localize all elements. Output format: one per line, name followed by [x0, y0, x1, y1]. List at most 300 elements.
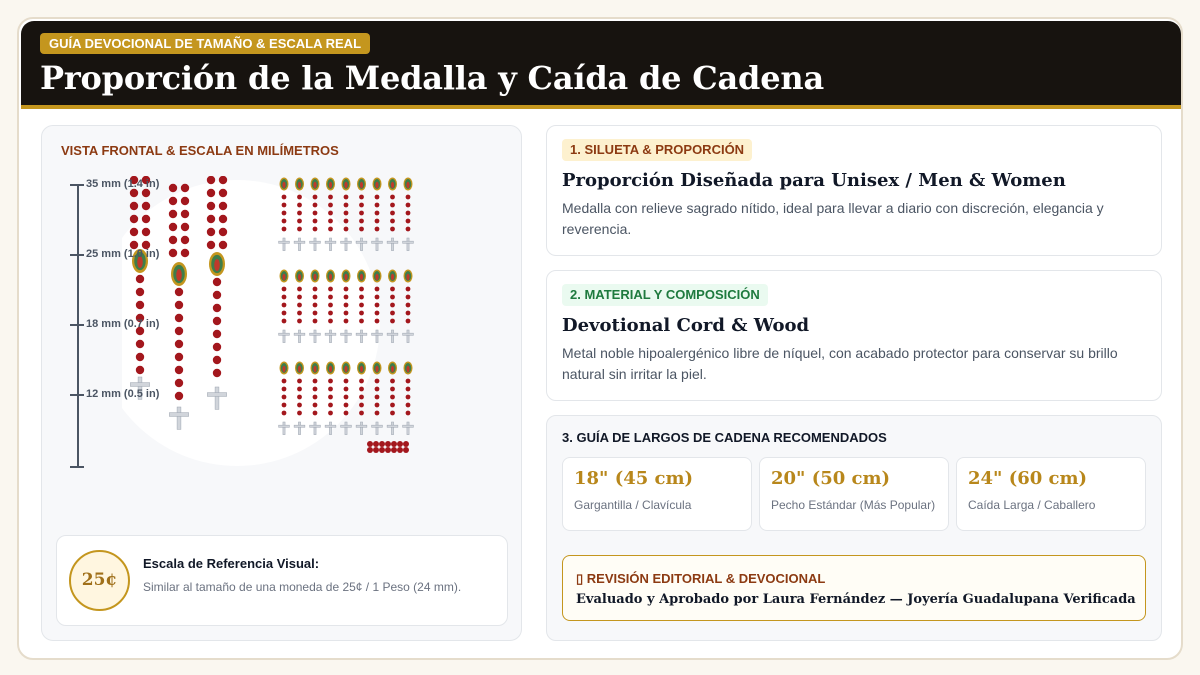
- mini-bead: [344, 219, 349, 224]
- bead-pile: [385, 447, 391, 453]
- mini-crucifix-vertical: [283, 422, 285, 435]
- scale-tick-35: [70, 184, 84, 186]
- length-option-18[interactable]: [562, 457, 752, 531]
- rosary-bead: [213, 356, 221, 364]
- mini-bead: [313, 387, 318, 392]
- mini-crucifix-vertical: [360, 238, 362, 251]
- mini-crucifix-horizontal: [310, 333, 321, 335]
- mini-bead: [375, 227, 380, 232]
- mini-bead: [375, 295, 380, 300]
- rosary-bead: [219, 189, 227, 197]
- scale-label-18: 18 mm (0.7 in): [86, 318, 160, 330]
- rosary-bead: [136, 301, 144, 309]
- reference-text: Similar al tamaño de una moneda de 25¢ / 1 Peso (24 mm).: [143, 580, 462, 594]
- length-desc: Pecho Estándar (Más Popular): [771, 498, 936, 512]
- mini-bead: [328, 219, 333, 224]
- rosary-bead: [142, 202, 150, 210]
- scale-label-12: 12 mm (0.5 in): [86, 388, 160, 400]
- mini-medal-figure: [313, 182, 316, 189]
- mini-crucifix-horizontal: [341, 333, 352, 335]
- bead-pile: [385, 441, 391, 447]
- rosary-bead: [130, 189, 138, 197]
- mini-bead: [282, 219, 287, 224]
- rosary-bead: [213, 330, 221, 338]
- mini-bead: [344, 295, 349, 300]
- mini-medal-figure: [406, 182, 409, 189]
- mini-crucifix-horizontal: [372, 241, 383, 243]
- mini-bead: [344, 403, 349, 408]
- mini-crucifix-horizontal: [403, 333, 414, 335]
- mini-medal-figure: [375, 274, 378, 281]
- mini-bead: [359, 203, 364, 208]
- rosary-bead: [175, 314, 183, 322]
- mini-medal-figure: [344, 274, 347, 281]
- mini-bead: [406, 387, 411, 392]
- mini-bead: [282, 287, 287, 292]
- mini-crucifix-vertical: [298, 330, 300, 343]
- mini-bead: [328, 395, 333, 400]
- mini-medal-figure: [298, 182, 301, 189]
- mini-crucifix-vertical: [407, 238, 409, 251]
- guide-tag: GUÍA DEVOCIONAL DE TAMAÑO & ESCALA REAL: [40, 33, 370, 54]
- mini-crucifix-horizontal: [310, 425, 321, 427]
- mini-bead: [328, 311, 333, 316]
- mini-bead: [344, 303, 349, 308]
- mini-bead: [406, 211, 411, 216]
- mini-bead: [344, 311, 349, 316]
- mini-bead: [297, 379, 302, 384]
- mini-bead: [282, 403, 287, 408]
- mini-bead: [390, 219, 395, 224]
- mini-crucifix-vertical: [329, 330, 331, 343]
- mini-bead: [375, 319, 380, 324]
- mini-bead: [344, 395, 349, 400]
- mini-bead: [406, 303, 411, 308]
- rosary-illustration: [122, 176, 422, 471]
- rosary-bead: [213, 291, 221, 299]
- mini-crucifix-horizontal: [403, 425, 414, 427]
- rosary-bead: [169, 197, 177, 205]
- mini-bead: [359, 211, 364, 216]
- mini-bead: [359, 387, 364, 392]
- proportion-text: Medalla con relieve sagrado nítido, ideal para llevar a diario con discreción, elegancia y reverencia.: [562, 200, 1104, 237]
- mini-bead: [328, 411, 333, 416]
- chain-length-title: 3. GUÍA DE LARGOS DE CADENA RECOMENDADOS: [562, 430, 887, 445]
- mini-medal-figure: [375, 182, 378, 189]
- mini-bead: [328, 403, 333, 408]
- reference-card: [56, 535, 508, 626]
- mini-crucifix-horizontal: [294, 333, 305, 335]
- bead-pile: [391, 441, 397, 447]
- mini-bead: [297, 203, 302, 208]
- mini-bead: [375, 303, 380, 308]
- rosary-bead: [207, 189, 215, 197]
- mini-bead: [282, 227, 287, 232]
- mini-crucifix-vertical: [314, 330, 316, 343]
- material-heading: Devotional Cord & Wood: [562, 315, 810, 336]
- rosary-bead: [213, 317, 221, 325]
- mini-bead: [359, 403, 364, 408]
- mini-bead: [359, 411, 364, 416]
- rosary-bead: [169, 249, 177, 257]
- mini-crucifix-vertical: [283, 238, 285, 251]
- mini-medal-figure: [282, 274, 285, 281]
- mini-bead: [328, 319, 333, 324]
- mini-bead: [344, 387, 349, 392]
- mini-bead: [406, 227, 411, 232]
- mini-bead: [406, 403, 411, 408]
- rosary-bead: [213, 369, 221, 377]
- mini-bead: [313, 411, 318, 416]
- mini-bead: [282, 387, 287, 392]
- mini-bead: [390, 395, 395, 400]
- mini-bead: [297, 211, 302, 216]
- rosary-bead: [181, 249, 189, 257]
- crucifix-horizontal: [207, 393, 226, 397]
- mini-bead: [359, 311, 364, 316]
- mini-bead: [375, 311, 380, 316]
- mini-bead: [313, 319, 318, 324]
- mini-bead: [344, 203, 349, 208]
- mini-crucifix-vertical: [376, 422, 378, 435]
- proportion-badge: 1. SILUETA & PROPORCIÓN: [562, 139, 752, 161]
- crucifix-horizontal: [169, 413, 188, 417]
- mini-bead: [328, 195, 333, 200]
- mini-medal-figure: [329, 182, 332, 189]
- mini-bead: [282, 211, 287, 216]
- mini-bead: [297, 311, 302, 316]
- scale-label-35: 35 mm (1.4 in): [86, 178, 160, 190]
- mini-crucifix-horizontal: [387, 425, 398, 427]
- mini-crucifix-vertical: [298, 238, 300, 251]
- mini-bead: [375, 211, 380, 216]
- crucifix-vertical: [177, 407, 181, 429]
- mini-bead: [375, 387, 380, 392]
- bead-pile: [403, 441, 409, 447]
- mini-crucifix-vertical: [376, 330, 378, 343]
- rosary-bead: [175, 379, 183, 387]
- mini-bead: [282, 395, 287, 400]
- rosary-bead: [219, 176, 227, 184]
- bead-pile: [403, 447, 409, 453]
- length-value: 18" (45 cm): [574, 468, 694, 489]
- mini-bead: [359, 379, 364, 384]
- mini-bead: [297, 319, 302, 324]
- mini-medal-figure: [391, 182, 394, 189]
- mini-bead: [375, 287, 380, 292]
- mini-crucifix-vertical: [391, 330, 393, 343]
- mini-bead: [359, 287, 364, 292]
- coin-icon: 25¢: [69, 550, 130, 611]
- rosary-bead: [219, 215, 227, 223]
- rosary-bead: [136, 366, 144, 374]
- material-text: Metal noble hipoalergénico libre de níquel, con acabado protector para conservar su brillo natural sin irritar la piel.: [562, 345, 1118, 382]
- mini-bead: [359, 319, 364, 324]
- bead-pile: [391, 447, 397, 453]
- mini-bead: [406, 219, 411, 224]
- mini-medal-figure: [282, 182, 285, 189]
- review-text: Evaluado y Aprobado por Laura Fernández — Joyería Guadalupana Verificada: [576, 592, 1136, 607]
- mini-bead: [313, 303, 318, 308]
- rosary-bead: [169, 223, 177, 231]
- rosary-bead: [169, 184, 177, 192]
- mini-bead: [406, 311, 411, 316]
- mini-medal-figure: [406, 366, 409, 373]
- mini-medal-figure: [344, 366, 347, 373]
- mini-bead: [328, 295, 333, 300]
- mini-bead: [359, 219, 364, 224]
- rosary-bead: [142, 228, 150, 236]
- mini-crucifix-horizontal: [387, 333, 398, 335]
- scale-panel: [41, 125, 522, 641]
- rosary-bead: [136, 340, 144, 348]
- length-option-20[interactable]: [759, 457, 949, 531]
- rosary-bead: [219, 228, 227, 236]
- rosary-bead: [130, 215, 138, 223]
- rosary-bead: [181, 210, 189, 218]
- mini-bead: [359, 395, 364, 400]
- scale-tick-18: [70, 324, 84, 326]
- mini-medal-figure: [313, 274, 316, 281]
- mini-bead: [375, 395, 380, 400]
- mini-bead: [297, 219, 302, 224]
- mini-crucifix-vertical: [314, 238, 316, 251]
- mini-medal-figure: [391, 274, 394, 281]
- bead-pile: [373, 441, 379, 447]
- mini-crucifix-horizontal: [356, 241, 367, 243]
- mini-bead: [297, 303, 302, 308]
- scale-tick-12: [70, 394, 84, 396]
- mini-bead: [406, 203, 411, 208]
- scale-tick-25: [70, 254, 84, 256]
- bead-pile: [379, 447, 385, 453]
- mini-crucifix-horizontal: [372, 333, 383, 335]
- mini-bead: [344, 379, 349, 384]
- rosary-bead: [207, 215, 215, 223]
- mini-crucifix-horizontal: [279, 333, 290, 335]
- mini-bead: [359, 227, 364, 232]
- mini-bead: [406, 295, 411, 300]
- mini-medal-figure: [329, 366, 332, 373]
- mini-crucifix-vertical: [298, 422, 300, 435]
- mini-bead: [390, 287, 395, 292]
- mini-crucifix-horizontal: [325, 425, 336, 427]
- header: [21, 21, 1181, 109]
- mini-crucifix-vertical: [376, 238, 378, 251]
- bead-pile: [379, 441, 385, 447]
- mini-bead: [297, 411, 302, 416]
- mini-bead: [282, 303, 287, 308]
- mini-crucifix-horizontal: [341, 425, 352, 427]
- mini-crucifix-vertical: [345, 238, 347, 251]
- bead-pile: [397, 447, 403, 453]
- mini-bead: [313, 227, 318, 232]
- mini-crucifix-vertical: [345, 422, 347, 435]
- length-desc: Gargantilla / Clavícula: [574, 498, 692, 512]
- mini-bead: [282, 379, 287, 384]
- mini-bead: [390, 227, 395, 232]
- bead-pile: [373, 447, 379, 453]
- rosary-bead: [213, 278, 221, 286]
- rosary-product-image: [122, 176, 422, 471]
- material-badge: 2. MATERIAL Y COMPOSICIÓN: [562, 284, 768, 306]
- rosary-bead: [136, 353, 144, 361]
- mini-bead: [390, 203, 395, 208]
- mini-bead: [313, 403, 318, 408]
- scale-tick-base: [70, 466, 84, 468]
- mini-bead: [375, 203, 380, 208]
- mini-bead: [375, 379, 380, 384]
- mini-bead: [328, 303, 333, 308]
- mini-bead: [359, 195, 364, 200]
- mini-bead: [313, 195, 318, 200]
- bead-pile: [367, 441, 373, 447]
- mini-crucifix-horizontal: [279, 425, 290, 427]
- rosary-bead: [175, 340, 183, 348]
- reference-title: Escala de Referencia Visual:: [143, 556, 320, 571]
- proportion-heading: Proporción Diseñada para Unisex / Men & Women: [562, 170, 1066, 191]
- mini-bead: [297, 403, 302, 408]
- length-desc: Caída Larga / Caballero: [968, 498, 1096, 512]
- length-option-24[interactable]: [956, 457, 1146, 531]
- mini-bead: [344, 319, 349, 324]
- mini-crucifix-horizontal: [356, 425, 367, 427]
- mini-bead: [313, 203, 318, 208]
- mini-bead: [390, 319, 395, 324]
- mini-bead: [406, 411, 411, 416]
- crucifix-horizontal: [130, 383, 149, 387]
- rosary-bead: [181, 197, 189, 205]
- mini-bead: [406, 287, 411, 292]
- mini-crucifix-horizontal: [403, 241, 414, 243]
- crucifix-vertical: [215, 387, 219, 409]
- rosary-bead: [136, 288, 144, 296]
- mini-bead: [313, 287, 318, 292]
- rosary-bead: [175, 288, 183, 296]
- rosary-bead: [169, 210, 177, 218]
- mini-bead: [375, 195, 380, 200]
- rosary-bead: [207, 241, 215, 249]
- mini-crucifix-horizontal: [294, 425, 305, 427]
- rosary-bead: [175, 301, 183, 309]
- mini-crucifix-horizontal: [356, 333, 367, 335]
- rosary-bead: [219, 202, 227, 210]
- mini-crucifix-vertical: [391, 238, 393, 251]
- mini-medal-figure: [406, 274, 409, 281]
- mini-crucifix-vertical: [360, 422, 362, 435]
- rosary-bead: [169, 236, 177, 244]
- mini-crucifix-horizontal: [341, 241, 352, 243]
- mini-crucifix-horizontal: [294, 241, 305, 243]
- mini-bead: [390, 411, 395, 416]
- mini-crucifix-horizontal: [325, 333, 336, 335]
- rosary-bead: [181, 184, 189, 192]
- mini-bead: [282, 311, 287, 316]
- mini-crucifix-vertical: [329, 238, 331, 251]
- mini-bead: [313, 379, 318, 384]
- mini-crucifix-horizontal: [279, 241, 290, 243]
- mini-bead: [390, 195, 395, 200]
- mini-bead: [313, 295, 318, 300]
- length-value: 24" (60 cm): [968, 468, 1088, 489]
- bead-pile: [367, 447, 373, 453]
- mini-bead: [390, 403, 395, 408]
- mini-medal-figure: [360, 366, 363, 373]
- mini-bead: [328, 379, 333, 384]
- rosary-bead: [213, 304, 221, 312]
- rosary-bead: [136, 275, 144, 283]
- mini-medal-figure: [329, 274, 332, 281]
- mini-bead: [313, 211, 318, 216]
- mini-bead: [359, 295, 364, 300]
- mini-bead: [375, 403, 380, 408]
- mini-medal-figure: [298, 366, 301, 373]
- mini-bead: [359, 303, 364, 308]
- rosary-bead: [175, 327, 183, 335]
- rosary-bead: [181, 223, 189, 231]
- mini-bead: [297, 195, 302, 200]
- scale-label-25: 25 mm (1.0 in): [86, 248, 160, 260]
- rosary-bead: [219, 241, 227, 249]
- mini-bead: [390, 303, 395, 308]
- mini-bead: [313, 219, 318, 224]
- mini-medal-figure: [298, 274, 301, 281]
- length-value: 20" (50 cm): [771, 468, 891, 489]
- mini-bead: [328, 287, 333, 292]
- review-title: ▯ REVISIÓN EDITORIAL & DEVOCIONAL: [576, 571, 826, 586]
- mini-crucifix-vertical: [407, 422, 409, 435]
- mini-crucifix-vertical: [360, 330, 362, 343]
- mini-crucifix-horizontal: [387, 241, 398, 243]
- mini-medal-figure: [360, 182, 363, 189]
- mini-crucifix-vertical: [407, 330, 409, 343]
- mini-bead: [328, 227, 333, 232]
- rosary-bead: [207, 228, 215, 236]
- mini-medal-figure: [360, 274, 363, 281]
- mini-bead: [344, 227, 349, 232]
- mini-bead: [297, 295, 302, 300]
- mini-bead: [406, 319, 411, 324]
- mini-medal-figure: [391, 366, 394, 373]
- mini-bead: [406, 379, 411, 384]
- mini-bead: [297, 387, 302, 392]
- mini-bead: [282, 195, 287, 200]
- mini-medal-figure: [282, 366, 285, 373]
- mini-bead: [390, 311, 395, 316]
- mini-bead: [313, 395, 318, 400]
- mini-bead: [344, 211, 349, 216]
- page-frame: [17, 17, 1183, 660]
- mini-bead: [282, 319, 287, 324]
- mini-bead: [390, 387, 395, 392]
- chain-length-card: [546, 415, 1162, 641]
- page-title: Proporción de la Medalla y Caída de Cadena: [40, 59, 824, 97]
- mini-crucifix-vertical: [314, 422, 316, 435]
- material-card: [546, 270, 1162, 401]
- rosary-bead: [130, 202, 138, 210]
- mini-crucifix-vertical: [345, 330, 347, 343]
- mini-crucifix-horizontal: [372, 425, 383, 427]
- mini-bead: [344, 411, 349, 416]
- mini-crucifix-horizontal: [310, 241, 321, 243]
- mini-crucifix-horizontal: [325, 241, 336, 243]
- rosary-bead: [142, 215, 150, 223]
- rosary-bead: [142, 189, 150, 197]
- rosary-bead: [130, 228, 138, 236]
- rosary-bead: [181, 236, 189, 244]
- mini-bead: [406, 395, 411, 400]
- proportion-card: [546, 125, 1162, 256]
